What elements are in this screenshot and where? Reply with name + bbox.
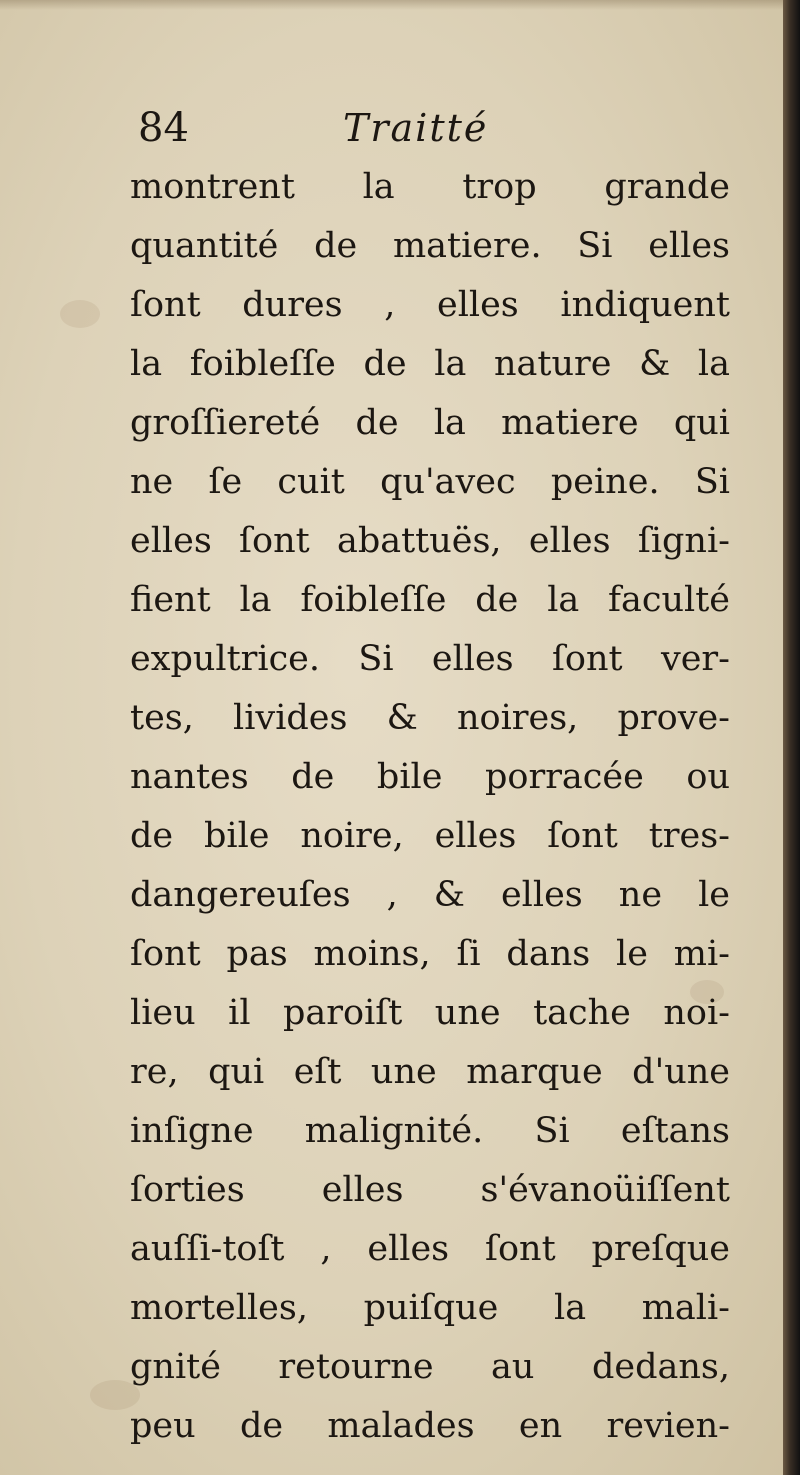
- page-edge: [0, 0, 783, 10]
- text-line: nantes de bile porracée ou: [130, 757, 730, 797]
- text-line: groſſiereté de la matiere qui: [130, 403, 730, 443]
- text-line: quantité de matiere. Si elles: [130, 226, 730, 266]
- paper-stain: [60, 300, 100, 328]
- page-header: [138, 98, 738, 158]
- text-line: de bile noire, elles ſont tres-: [130, 816, 730, 856]
- text-line: tes, livides & noires, prove-: [130, 698, 730, 738]
- running-head: Traitté: [343, 106, 489, 150]
- book-gutter-shadow: [783, 0, 800, 1475]
- text-line: montrent la trop grande: [130, 167, 730, 207]
- text-line: ſont pas moins, ſi dans le mi-: [130, 934, 730, 974]
- text-line: expultrice. Si elles ſont ver-: [130, 639, 730, 679]
- text-line: ne ſe cuit qu'avec peine. Si: [130, 462, 730, 502]
- text-line: dangereuſes , & elles ne le: [130, 875, 730, 915]
- text-line: inſigne malignité. Si eſtans: [130, 1111, 730, 1151]
- text-line: auſſi-toſt , elles ſont preſque: [130, 1229, 730, 1269]
- text-line: peu de malades en revien-: [130, 1406, 730, 1446]
- text-line: re, qui eſt une marque d'une: [130, 1052, 730, 1092]
- text-line: ſorties elles s'évanoüiſſent: [130, 1170, 730, 1210]
- text-line: elles ſont abattuës, elles ſigni-: [130, 521, 730, 561]
- text-line: lieu il paroiſt une tache noi-: [130, 993, 730, 1033]
- text-line: gnité retourne au dedans,: [130, 1347, 730, 1387]
- text-line: fient la foibleſſe de la faculté: [130, 580, 730, 620]
- page-number: 84: [138, 105, 189, 151]
- text-line: la foibleſſe de la nature & la: [130, 344, 730, 384]
- text-line: mortelles, puiſque la mali-: [130, 1288, 730, 1328]
- body-text: [130, 158, 730, 1456]
- text-line: ſont dures , elles indiquent: [130, 285, 730, 325]
